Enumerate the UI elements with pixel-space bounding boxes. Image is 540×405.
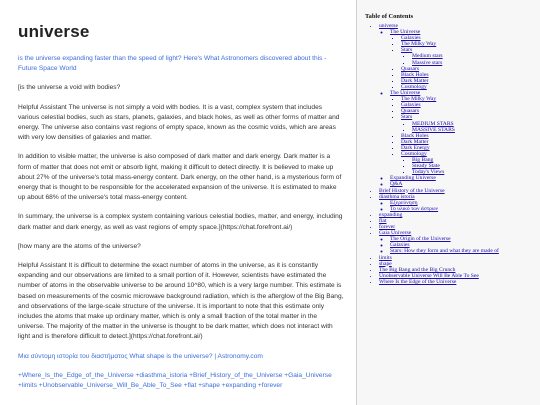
toc-link[interactable]: Quasars: [401, 108, 420, 115]
toc-item: [379, 194, 540, 212]
toc-link[interactable]: diasthma istoria: [379, 193, 415, 200]
toc-link[interactable]: Massive stars: [412, 59, 443, 66]
toc-sidebar: [356, 0, 540, 405]
toc-link[interactable]: expanding: [379, 211, 403, 218]
toc-link[interactable]: Galaxies: [390, 242, 410, 249]
toc-link[interactable]: MASSIVE STARS: [412, 126, 455, 133]
toc-link[interactable]: The Milky Way: [401, 96, 437, 103]
toc-link[interactable]: Dark Matter: [401, 77, 429, 84]
toc-link[interactable]: shape: [379, 260, 392, 267]
toc-list: [390, 35, 540, 90]
toc-item: [401, 47, 540, 65]
toc-list: [401, 157, 540, 175]
toc-link[interactable]: Cosmology: [401, 83, 427, 90]
toc-title: Table of Contents: [365, 13, 414, 20]
toc-link[interactable]: Dark Energy: [401, 144, 430, 151]
toc-list: [379, 236, 540, 254]
toc-link[interactable]: Galaxies: [401, 102, 421, 109]
question-atoms: [how many are the atoms of the universe?: [18, 242, 141, 250]
toc-link[interactable]: universe: [379, 23, 398, 29]
toc-item: [401, 151, 540, 175]
toc-link[interactable]: The Universe: [390, 90, 421, 97]
toc-link[interactable]: The Milky Way: [401, 41, 437, 48]
page-title: universe: [18, 22, 90, 41]
toc-link[interactable]: Stars: [401, 114, 413, 121]
tag-list[interactable]: +Where_Is_the_Edge_of_the_Universe +diasthma_istoria +Brief_History_of_the_Universe +Gaia_Universe +limits +Unobservable_Universe_Will_Be_Able_To_See +flat +shape +expanding +forever: [18, 371, 332, 390]
answer-void-paragraph-3: In summary, the universe is a complex system containing various celestial bodies, matter, and energy, including dark matter and dark energy, as well as vast regions of empty space.](https://chat.forefront.ai/): [18, 213, 343, 231]
toc-link[interactable]: Big Bang: [412, 157, 434, 164]
toc-link[interactable]: Steady State: [412, 163, 440, 170]
toc-link[interactable]: Today's Views: [412, 169, 445, 176]
astronomy-link[interactable]: Μια σύντομη ιστορία του διαστήματος What shape is the universe? | Astronomy.com: [18, 352, 263, 360]
toc-item: [379, 23, 540, 188]
toc-link[interactable]: Unobservable Universe Will Be Able To See: [379, 272, 479, 279]
toc-link[interactable]: Medium stars: [412, 53, 443, 60]
toc-item: [379, 230, 540, 254]
toc-link[interactable]: Expanding Universe: [390, 175, 436, 182]
answer-atoms-paragraph: Helpful Assistant It is difficult to determine the exact number of atoms in the universe, as it is constantly expanding and our observations are limited to a small portion of it. However, scientists have estimated the number of atoms in the observable universe to be around 10^80, which is a very large number. This estimate is based on measurements of the cosmic microwave background radiation, which is the afterglow of the Big Bang, and observations of the large-scale structure of the universe. It is important to note that this estimate only includes the atoms that make up ordinary matter, which is only a small fraction of the total matter in the universe. The majority of the matter in the universe is thought to be dark matter, which does not interact with light and is therefore difficult to detect.](https://chat.forefront.ai/): [18, 262, 344, 341]
toc-link[interactable]: Το υλικό των άστρων: [390, 205, 439, 212]
answer-void-paragraph-2: In addition to visible matter, the universe is also composed of dark matter and dark energy. Dark matter is a form of matter that does not emit or absorb light, making it difficult to detect directly. It is believed to make up about 27% of the universe's total mass-energy content. Dark energy, on the other hand, is a mysterious form of energy that is thought to be responsible for the accelerated expansion of the universe. It is estimated to make up about 68% of the universe's total mass-energy content.: [18, 153, 342, 202]
toc-tree: [365, 23, 540, 285]
toc-link[interactable]: forever: [379, 224, 396, 231]
toc-list: [379, 29, 540, 187]
toc-item: [401, 114, 540, 132]
toc-list: [401, 53, 540, 65]
toc-list: [401, 121, 540, 133]
toc-item: [390, 90, 540, 175]
toc-link[interactable]: Black Holes: [401, 132, 429, 139]
toc-link[interactable]: limits: [379, 254, 392, 261]
toc-link[interactable]: Black Holes: [401, 71, 429, 78]
toc-link[interactable]: Εξερεύνηση: [390, 199, 418, 206]
toc-link[interactable]: Dark Matter: [401, 138, 429, 145]
toc-link[interactable]: Where Is the Edge of the Universe: [379, 278, 457, 285]
toc-link[interactable]: The Big Bang and the Big Crunch: [379, 266, 456, 273]
toc-list: [365, 23, 540, 285]
toc-link[interactable]: Q&A: [390, 181, 403, 188]
toc-link[interactable]: Stars: [401, 47, 413, 54]
toc-link[interactable]: Quasars: [401, 65, 420, 72]
source-article-link[interactable]: is the universe expanding faster than the speed of light? Here's What Astronomers discovered about this - Future Space World: [18, 55, 327, 73]
toc-link[interactable]: MEDIUM STARS: [412, 120, 454, 127]
toc-list: [379, 200, 540, 212]
toc-item: [379, 279, 540, 285]
toc-link[interactable]: Brief History of the Universe: [379, 187, 445, 194]
answer-void-paragraph-1: Helpful Assistant The universe is not simply a void with bodies. It is a vast, complex system that includes various celestial bodies, such as stars, planets, galaxies, and black holes, as well as other forms of matter and energy. The universe also contains vast regions of empty space, known as the cosmic voids, which are areas with very low densities of galaxies and matter.: [18, 103, 340, 142]
toc-link[interactable]: The Universe: [390, 29, 421, 36]
toc-link[interactable]: Gaia Universe: [379, 230, 412, 237]
toc-link[interactable]: Stars: How they form and what they are made of: [390, 248, 499, 255]
toc-list: [390, 96, 540, 175]
toc-link[interactable]: Cosmology: [401, 150, 427, 157]
toc-item: [390, 29, 540, 90]
question-void: [is the universe a void with bodies?: [18, 84, 121, 92]
toc-link[interactable]: The Origin of the Universe: [390, 236, 451, 243]
toc-link[interactable]: Galaxies: [401, 35, 421, 42]
toc-link[interactable]: flat: [379, 218, 387, 224]
